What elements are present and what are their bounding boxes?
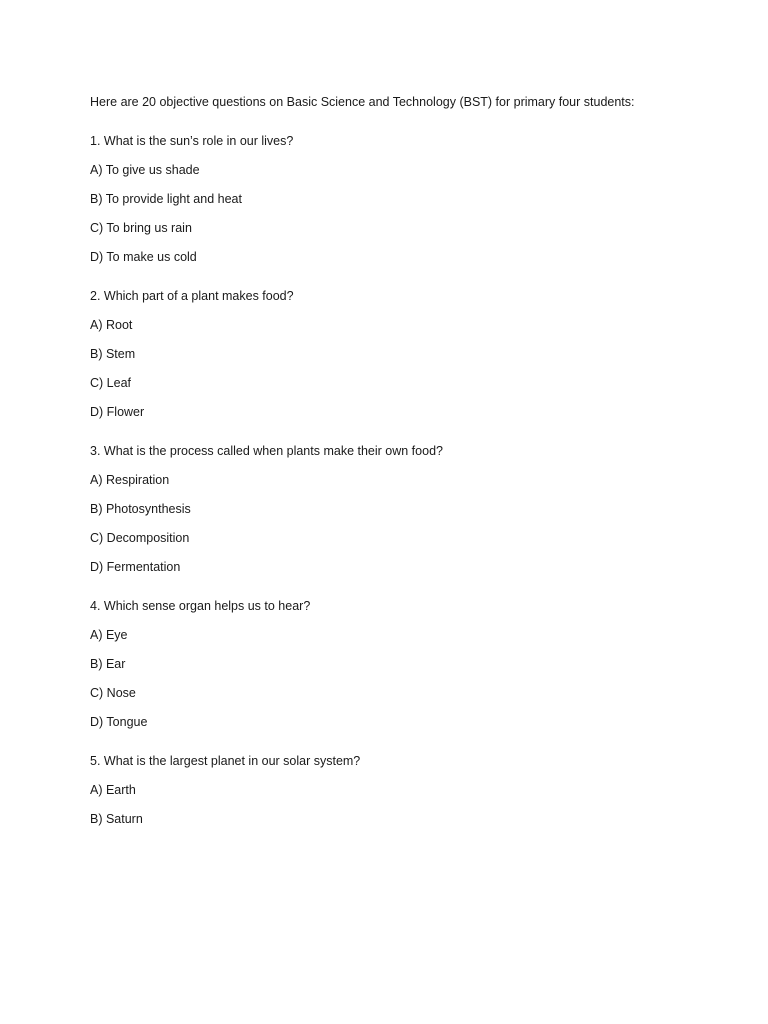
question-text: 5. What is the largest planet in our solar system? xyxy=(90,754,361,768)
question-3 xyxy=(90,442,730,576)
option-c: C) Nose xyxy=(90,686,136,700)
intro-paragraph: Here are 20 objective questions on Basic Science and Technology (BST) for primary four students: xyxy=(90,95,635,109)
option-c: C) Leaf xyxy=(90,376,131,390)
question-1 xyxy=(90,132,730,266)
option-b: B) Photosynthesis xyxy=(90,502,191,516)
option-b: B) Saturn xyxy=(90,812,143,826)
option-d: D) To make us cold xyxy=(90,250,197,264)
option-b: B) To provide light and heat xyxy=(90,192,242,206)
option-a: A) To give us shade xyxy=(90,163,200,177)
question-text: 3. What is the process called when plants make their own food? xyxy=(90,444,443,458)
option-a: A) Eye xyxy=(90,628,128,642)
option-a: A) Earth xyxy=(90,783,136,797)
option-c: C) To bring us rain xyxy=(90,221,192,235)
question-text: 2. Which part of a plant makes food? xyxy=(90,289,294,303)
option-d: D) Fermentation xyxy=(90,560,181,574)
question-text: 1. What is the sun’s role in our lives? xyxy=(90,134,294,148)
question-5 xyxy=(90,752,730,828)
question-2 xyxy=(90,287,730,421)
option-b: B) Stem xyxy=(90,347,136,361)
option-a: A) Respiration xyxy=(90,473,170,487)
option-c: C) Decomposition xyxy=(90,531,190,545)
option-d: D) Tongue xyxy=(90,715,148,729)
option-a: A) Root xyxy=(90,318,133,332)
document-body xyxy=(90,93,730,849)
question-text: 4. Which sense organ helps us to hear? xyxy=(90,599,311,613)
option-d: D) Flower xyxy=(90,405,145,419)
option-b: B) Ear xyxy=(90,657,126,671)
question-4 xyxy=(90,597,730,731)
